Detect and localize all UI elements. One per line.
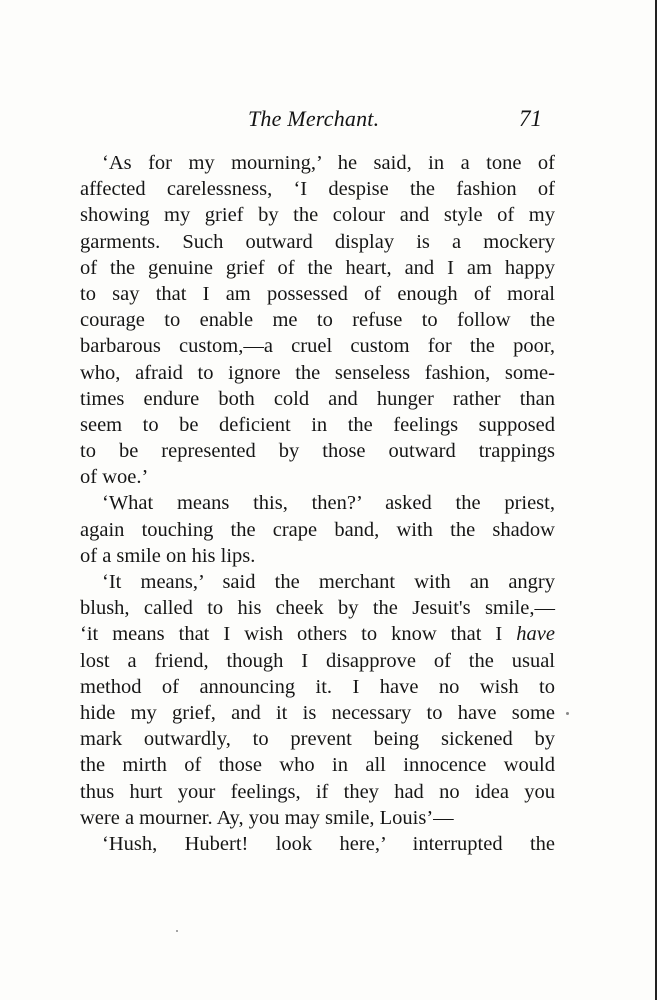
text-line: of the genuine grief of the heart, and I am happy xyxy=(80,256,555,279)
text-line: of woe.’ xyxy=(80,466,149,489)
emphasis-word: have xyxy=(516,623,555,646)
text-line: thus hurt your feelings, if they had no idea you xyxy=(80,780,555,803)
text-line: barbarous custom,—a cruel custom for the poor, xyxy=(80,335,555,358)
text-line-part: ‘it means that I wish others to know that I xyxy=(80,623,503,646)
text-line: method of announcing it. I have no wish to xyxy=(80,675,555,698)
text-line-with-emphasis xyxy=(80,621,555,647)
page-number: 71 xyxy=(519,106,542,131)
running-title: The Merchant. xyxy=(248,106,380,131)
text-line: seem to be deficient in the feelings supposed xyxy=(80,413,555,436)
text-line: mark outwardly, to prevent being sickened by xyxy=(80,728,555,751)
text-line: again touching the crape band, with the shadow xyxy=(80,518,555,541)
text-line: ‘Hush, Hubert! look here,’ interrupted the xyxy=(102,832,555,855)
paper-speck xyxy=(566,712,569,715)
text-line: showing my grief by the colour and style of my xyxy=(80,204,555,227)
text-line: affected carelessness, ‘I despise the fashion of xyxy=(80,178,555,201)
page-header xyxy=(0,106,657,136)
text-line: ‘It means,’ said the merchant with an angry xyxy=(102,571,555,593)
body-text xyxy=(80,150,555,857)
text-line: were a mourner. Ay, you may smile, Louis’— xyxy=(80,806,454,829)
text-line: the mirth of those who in all innocence would xyxy=(80,754,555,777)
text-line: garments. Such outward display is a mockery xyxy=(80,230,555,253)
text-line: to be represented by those outward trappings xyxy=(80,440,555,463)
text-line: courage to enable me to refuse to follow the xyxy=(80,309,555,332)
paper-speck xyxy=(176,930,178,932)
text-line: of a smile on his lips. xyxy=(80,544,256,567)
text-line: lost a friend, though I disapprove of the usual xyxy=(80,649,555,672)
text-line: blush, called to his cheek by the Jesuit's smile,— xyxy=(80,597,555,620)
text-line: hide my grief, and it is necessary to have some xyxy=(80,701,555,724)
text-line: times endure both cold and hunger rather than xyxy=(80,387,555,410)
text-line: ‘What means this, then?’ asked the priest, xyxy=(102,492,555,515)
text-line: to say that I am possessed of enough of moral xyxy=(80,282,555,305)
text-line: who, afraid to ignore the senseless fashion, some- xyxy=(80,361,555,384)
text-line: ‘As for my mourning,’ he said, in a tone of xyxy=(102,152,555,174)
